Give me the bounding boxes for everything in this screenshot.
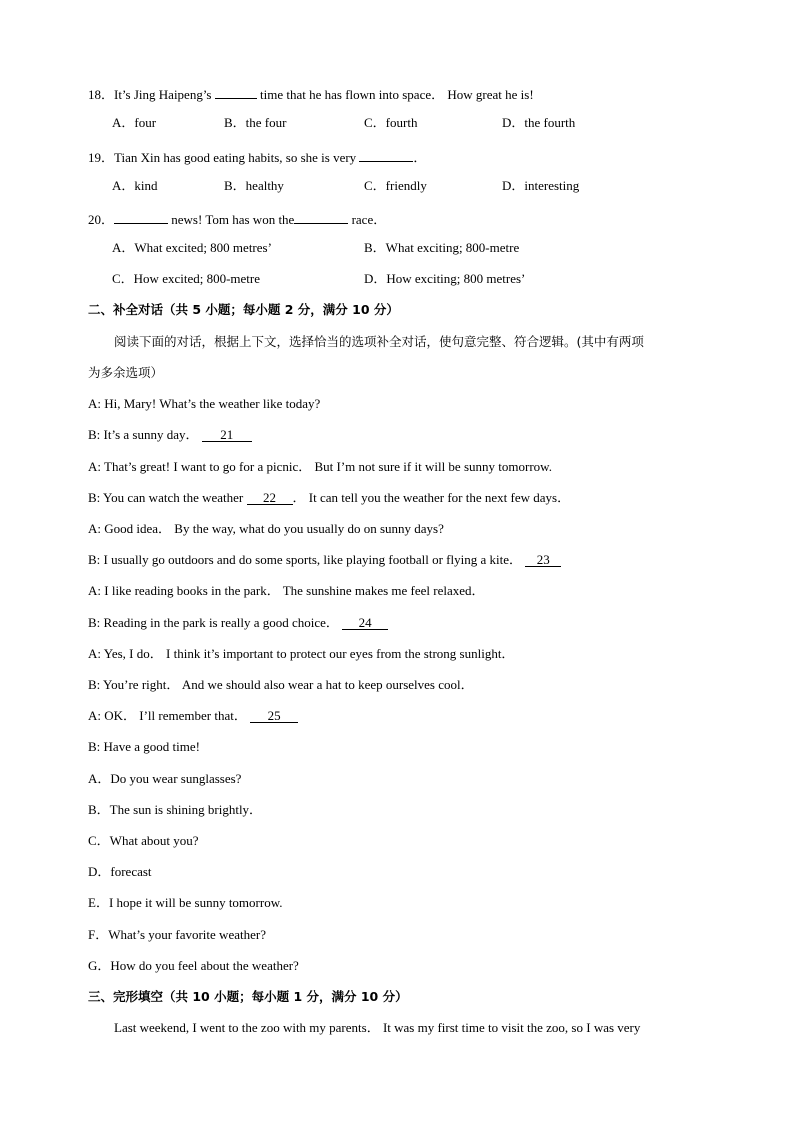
dialogue-option-d: D．forecast — [88, 864, 152, 879]
dialogue-text: ． It can tell you the weather for the next few days． — [292, 490, 571, 505]
q19-option-d: D．interesting — [502, 178, 580, 193]
q18-stem-post: time that he has flown into space． How great he is! — [256, 87, 534, 102]
dialogue-option-a: A．Do you wear sunglasses? — [88, 771, 242, 786]
dialogue-line — [88, 708, 298, 724]
section-3-paragraph: Last weekend, I went to the zoo with my parents． It was my first time to visit the zoo, so I was very — [114, 1020, 641, 1035]
q20-stem-post: race． — [348, 212, 387, 227]
dialogue-line: A: Yes, I do． I think it’s important to protect our eyes from the strong sunlight． — [88, 646, 515, 661]
q20-option-b: B．What exciting; 800-metre — [364, 240, 520, 255]
q19-blank — [359, 147, 413, 162]
dialogue-line — [88, 490, 570, 506]
question-20-stem — [88, 209, 386, 228]
dialogue-line: A: Good idea． By the way, what do you usually do on sunny days? — [88, 521, 444, 536]
dialogue-line — [88, 552, 561, 568]
q20-option-d: D．How exciting; 800 metres’ — [364, 271, 526, 286]
section-3-heading: 三、完形填空（共 10 小题；每小题 1 分，满分 10 分） — [88, 989, 408, 1004]
dialogue-line: B: Have a good time! — [88, 739, 200, 754]
q18-option-d: D．the fourth — [502, 115, 576, 130]
blank-21: 21 — [202, 427, 252, 442]
question-19-stem — [88, 147, 426, 166]
dialogue-line — [88, 427, 252, 443]
q18-stem-pre: 18．It’s Jing Haipeng’s — [88, 87, 215, 102]
q18-blank — [215, 84, 257, 99]
dialogue-option-e: E．I hope it will be sunny tomorrow. — [88, 895, 283, 910]
q18-option-b: B．the four — [224, 115, 287, 130]
q19-option-b: B．healthy — [224, 178, 284, 193]
dialogue-line: A: I like reading books in the park． The sunshine makes me feel relaxed． — [88, 583, 485, 598]
q19-stem-pre: 19．Tian Xin has good eating habits, so she is very — [88, 150, 360, 165]
q20-blank-2 — [294, 209, 348, 224]
dialogue-line: A: Hi, Mary! What’s the weather like today? — [88, 396, 321, 411]
dialogue-text: B: Reading in the park is really a good choice． — [88, 615, 343, 630]
section-2-heading: 二、补全对话（共 5 小题；每小题 2 分，满分 10 分） — [88, 302, 399, 317]
blank-22: 22 — [247, 490, 293, 505]
dialogue-option-g: G．How do you feel about the weather? — [88, 958, 299, 973]
dialogue-text: B: You can watch the weather — [88, 490, 247, 505]
q20-blank-1 — [114, 209, 168, 224]
q19-option-c: C．friendly — [364, 178, 427, 193]
dialogue-text: A: OK． I’ll remember that． — [88, 708, 251, 723]
blank-24: 24 — [342, 615, 388, 630]
q20-num: 20． — [88, 212, 115, 227]
q20-option-c: C．How excited; 800-metre — [112, 271, 261, 286]
blank-23: 23 — [525, 552, 561, 567]
blank-25: 25 — [250, 708, 298, 723]
dialogue-option-f: F．What’s your favorite weather? — [88, 927, 266, 942]
section-2-instruction-line-1: 阅读下面的对话，根据上下文，选择恰当的选项补全对话，使句意完整、符合逻辑。(其中有两项 — [114, 334, 644, 349]
dialogue-option-b: B．The sun is shining brightly． — [88, 802, 263, 817]
dialogue-line — [88, 615, 388, 631]
dialogue-option-c: C．What about you? — [88, 833, 199, 848]
section-2-instruction-line-2: 为多余选项） — [88, 365, 164, 380]
dialogue-line: B: You’re right． And we should also wear a hat to keep ourselves cool． — [88, 677, 474, 692]
q19-option-a: A．kind — [112, 178, 158, 193]
q18-option-c: C．fourth — [364, 115, 418, 130]
question-18-stem — [88, 84, 534, 103]
q20-option-a: A．What excited; 800 metres’ — [112, 240, 272, 255]
q20-stem-mid: news! Tom has won the — [168, 212, 295, 227]
q18-option-a: A．four — [112, 115, 157, 130]
dialogue-text: B: I usually go outdoors and do some sports, like playing football or flying a kite． — [88, 552, 526, 567]
dialogue-line: A: That’s great! I want to go for a picnic． But I’m not sure if it will be sunny tomorrow. — [88, 459, 552, 474]
q19-stem-post: ． — [413, 150, 427, 165]
dialogue-text: B: It’s a sunny day． — [88, 427, 202, 442]
